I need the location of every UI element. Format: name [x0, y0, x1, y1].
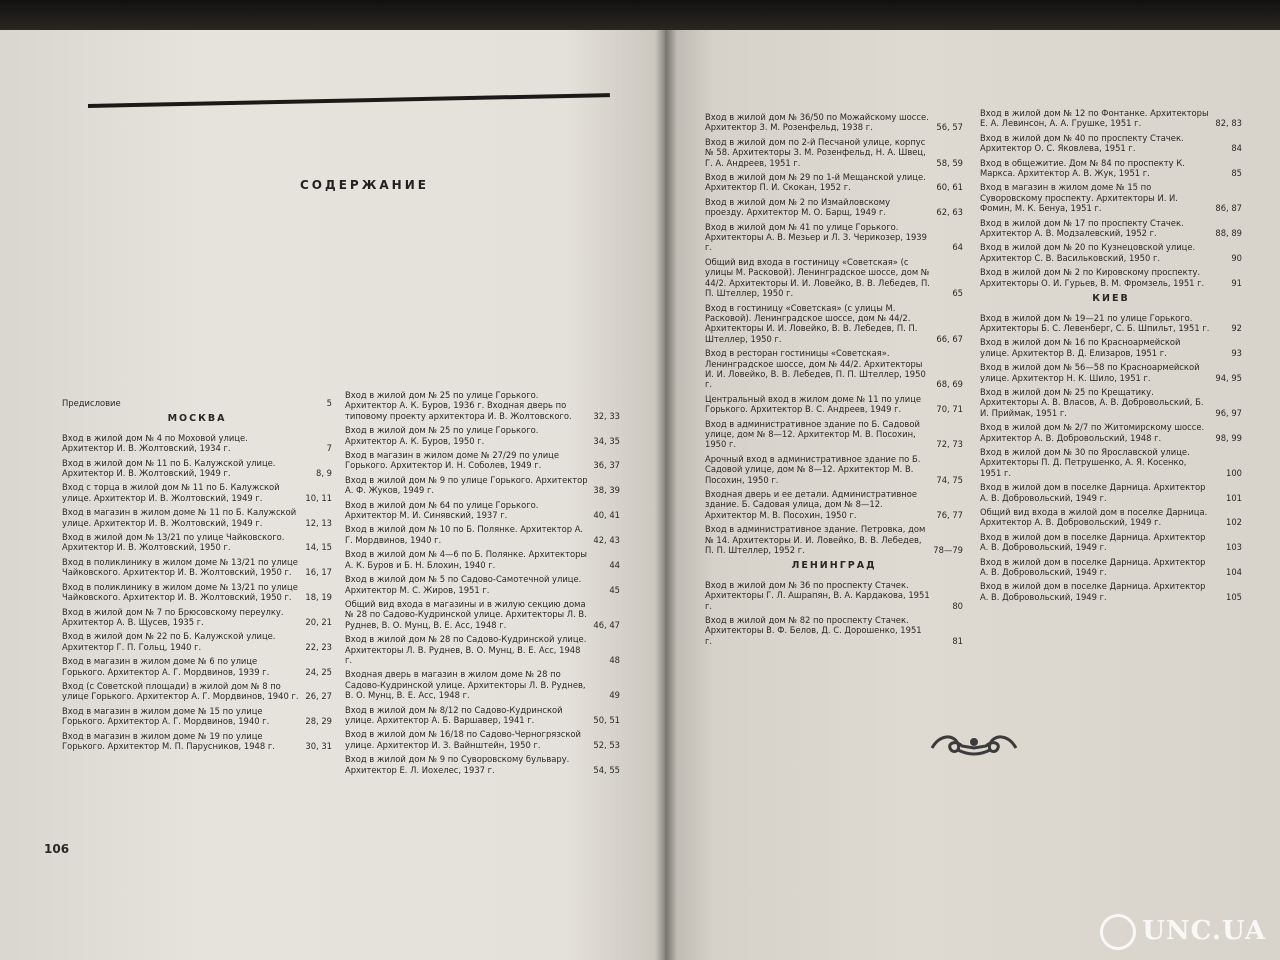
- entry-page: 14, 15: [305, 542, 332, 553]
- entry-page: 66, 67: [936, 333, 963, 344]
- entry-page: 5: [326, 398, 332, 408]
- toc-entry: [705, 197, 963, 218]
- toc-entry: [345, 634, 620, 665]
- entry-page: 105: [1226, 591, 1242, 602]
- entry-title: Вход в жилой дом № 29 по 1-й Мещанской улице. Архитектор П. И. Скокан, 1952 г.: [705, 172, 926, 193]
- entry-title: Вход в жилой дом № 9 по Суворовскому бульвару. Архитектор Е. Л. Иохелес, 1937 г.: [345, 754, 570, 775]
- page-number: 106: [44, 842, 70, 856]
- entry-page: 100: [1226, 467, 1242, 478]
- entry-page: 82, 83: [1215, 118, 1242, 129]
- toc-entry: [980, 108, 1242, 129]
- toc-column-4: [980, 108, 1242, 606]
- toc-entry: [980, 557, 1242, 578]
- entry-page: 12, 13: [305, 517, 332, 528]
- entry-title: Вход в жилой дом № 28 по Садово-Кудринской улице. Архитекторы Л. В. Руднев, В. О. Мунц, В. Е. Асс, 1948 г.: [345, 634, 587, 665]
- entry-title: Вход в жилой дом № 4—6 по Б. Полянке. Архитекторы А. К. Буров и Б. Н. Блохин, 1940 г.: [345, 549, 588, 570]
- entry-page: 45: [609, 584, 620, 595]
- toc-entry: [62, 681, 332, 702]
- toc-entry: [705, 615, 963, 646]
- entry-page: 49: [609, 690, 620, 701]
- toc-entry: [980, 218, 1242, 239]
- toc-entry: [705, 348, 963, 390]
- toc-list-col1: [62, 433, 332, 752]
- entry-page: 58, 59: [936, 157, 963, 168]
- entry-page: 7: [326, 443, 332, 454]
- entry-title: Вход в общежитие. Дом № 84 по проспекту К. Маркса. Архитектор А. В. Жук, 1951 г.: [980, 157, 1185, 179]
- entry-page: 60, 61: [936, 182, 963, 193]
- section-heading-moscow: МОСКВА: [167, 413, 227, 425]
- entry-page: 20, 21: [305, 616, 332, 627]
- entry-title: Вход в жилой дом № 16/18 по Садово-Черногрязской улице. Архитектор И. З. Вайнштейн, 1950 г.: [345, 729, 581, 750]
- entry-title: Вход в жилой дом № 36/50 по Можайскому шоссе. Архитектор З. М. Розенфельд, 1938 г.: [705, 112, 929, 133]
- entry-title: Вход в ресторан гостиницы «Советская». Ленинградское шоссе, дом № 44/2. Архитекторы И. И. Ловейко, В. В. Лебедев, П. П. Штеллер, 1950 г.: [705, 348, 926, 390]
- section-heading-kiev: КИЕВ: [1092, 293, 1130, 305]
- entry-page: 86, 87: [1215, 203, 1242, 214]
- toc-list-col4b: [980, 313, 1242, 603]
- toc-entry: [980, 133, 1242, 154]
- entry-title: Вход в жилой дом № 11 по Б. Калужской улице. Архитектор И. В. Жолтовский, 1949 г.: [62, 457, 276, 479]
- entry-page: 30, 31: [305, 740, 332, 751]
- entry-page: 68, 69: [936, 379, 963, 390]
- entry-page: 103: [1226, 542, 1242, 553]
- entry-page: 18, 19: [305, 592, 332, 603]
- entry-title: Вход в магазин в жилом доме № 6 по улице Горького. Архитектор А. Г. Мордвинов, 1939 г.: [62, 656, 270, 677]
- toc-entry: [705, 394, 963, 415]
- entry-title: Вход в жилой дом № 30 по Ярославской улице. Архитекторы П. Д. Петрушенко, А. Я. Косенко, 1951 г.: [980, 446, 1190, 478]
- entry-page: 91: [1231, 277, 1242, 288]
- entry-title: Вход в магазин в жилом доме № 27/29 по улице Горького. Архитектор И. Н. Соболев, 1949 г.: [345, 450, 560, 471]
- entry-page: 94, 95: [1215, 372, 1242, 383]
- entry-title: Вход в гостиницу «Советская» (с улицы М. Расковой). Ленинградское шоссе, дом № 44/2. Архитекторы И. И. Ловейко, В. В. Лебедев, П. П. Штеллер, 1950 г.: [705, 302, 918, 344]
- toc-entry: [705, 257, 963, 299]
- toc-entry: [345, 425, 620, 446]
- entry-page: 24, 25: [305, 666, 332, 677]
- toc-entry: [705, 172, 963, 193]
- entry-title: Вход в административное здание по Б. Садовой улице, дом № 8—12. Архитектор М. В. Посохин, 1950 г.: [705, 418, 920, 450]
- entry-page: 93: [1231, 347, 1242, 358]
- toc-entry: [62, 482, 332, 503]
- entry-page: 52, 53: [593, 739, 620, 750]
- entry-title: Вход в жилой дом в поселке Дарница. Архитектор А. В. Добровольский, 1949 г.: [980, 531, 1206, 553]
- toc-entry: [980, 242, 1242, 263]
- entry-title: Вход в жилой дом № 25 по улице Горького. Архитектор А. К. Буров, 1950 г.: [345, 425, 539, 446]
- entry-page: 104: [1226, 567, 1242, 578]
- toc-entry: [980, 447, 1242, 478]
- toc-list-col2: [345, 390, 620, 775]
- entry-page: 74, 75: [936, 474, 963, 485]
- entry-title: Общий вид входа в жилой дом в поселке Дарница. Архитектор А. В. Добровольский, 1949 г.: [980, 507, 1208, 528]
- entry-page: 28, 29: [305, 716, 332, 727]
- entry-page: 48: [609, 654, 620, 665]
- toc-entry: [705, 419, 963, 450]
- entry-title: Вход (с Советской площади) в жилой дом № 8 по улице Горького. Архитектор А. Г. Мордвинов, 1940 г.: [62, 680, 299, 702]
- toc-entry: [62, 582, 332, 603]
- entry-page: 76, 77: [936, 509, 963, 520]
- toc-entry: [980, 362, 1242, 383]
- entry-page: 98, 99: [1215, 432, 1242, 443]
- entry-page: 38, 39: [593, 485, 620, 496]
- toc-entry: [62, 458, 332, 479]
- toc-entry: [62, 507, 332, 528]
- entry-page: 90: [1231, 252, 1242, 263]
- entry-title: Вход в жилой дом № 17 по проспекту Стачек. Архитектор А. В. Модзалевский, 1952 г.: [980, 217, 1184, 239]
- entry-page: 85: [1231, 168, 1242, 179]
- entry-title: Вход в жилой дом № 22 по Б. Калужской улице. Архитектор Г. П. Гольц, 1940 г.: [62, 631, 276, 652]
- entry-title: Вход в жилой дом № 12 по Фонтанке. Архитекторы Е. А. Левинсон, А. А. Грушке, 1951 г.: [980, 108, 1209, 129]
- toc-column-1: [62, 398, 332, 755]
- toc-entry: [345, 574, 620, 595]
- toc-entry: [345, 669, 620, 700]
- toc-entry: [62, 656, 332, 677]
- entry-page: 96, 97: [1215, 407, 1242, 418]
- entry-title: Вход в жилой дом № 4 по Моховой улице. Архитектор И. В. Жолтовский, 1934 г.: [62, 432, 248, 454]
- entry-page: 8, 9: [316, 468, 332, 479]
- toc-entry: [980, 313, 1242, 334]
- entry-page: 81: [952, 635, 963, 646]
- entry-page: 64: [952, 242, 963, 253]
- toc-column-2: [345, 390, 620, 779]
- entry-page: 72, 73: [936, 439, 963, 450]
- entry-title: Вход в жилой дом № 8/12 по Садово-Кудринской улице. Архитектор А. Б. Варшавер, 1941 г.: [345, 704, 563, 725]
- watermark-text: UNC.UA: [1142, 916, 1266, 946]
- entry-title: Вход в жилой дом № 56—58 по Красноармейской улице. Архитектор Н. К. Шило, 1951 г.: [980, 362, 1200, 383]
- entry-title: Предисловие: [62, 398, 121, 408]
- entry-page: 26, 27: [305, 691, 332, 702]
- entry-page: 84: [1231, 143, 1242, 154]
- entry-title: Вход в магазин в жилом доме № 15 по Суворовскому проспекту. Архитекторы И. И. Фомин, М. К. Бенуа, 1951 г.: [980, 182, 1178, 214]
- book-gutter: [655, 0, 677, 960]
- entry-page: 54, 55: [593, 764, 620, 775]
- toc-entry: [62, 731, 332, 752]
- entry-title: Вход в жилой дом № 40 по проспекту Стачек. Архитектор О. С. Яковлева, 1951 г.: [980, 132, 1184, 154]
- toc-list-col3: [705, 112, 963, 555]
- toc-entry: [62, 532, 332, 553]
- entry-page: 50, 51: [593, 714, 620, 725]
- toc-entry: [705, 454, 963, 485]
- entry-title: Вход в жилой дом № 5 по Садово-Самотечной улице. Архитектор М. С. Жиров, 1951 г.: [345, 574, 582, 595]
- entry-title: Входная дверь в магазин в жилом доме № 28 по Садово-Кудринской улице. Архитекторы Л. В. Руднев, В. О. Мунц, В. Е. Асс, 1948 г.: [345, 669, 586, 701]
- entry-title: Вход в магазин в жилом доме № 19 по улице Горького. Архитектор М. П. Парусников, 1948 г.: [62, 730, 275, 751]
- entry-title: Общий вид входа в гостиницу «Советская» (с улицы М. Расковой). Ленинградское шоссе, дом № 44/2. Архитекторы И. И. Ловейко, В. В. Лебедев, П. П. Штеллер, 1950 г.: [705, 256, 930, 299]
- entry-page: 102: [1226, 517, 1242, 528]
- entry-page: 101: [1226, 492, 1242, 503]
- entry-title: Вход в магазин в жилом доме № 15 по улице Горького. Архитектор А. Г. Мордвинов, 1940 г.: [62, 705, 270, 727]
- entry-page: 42, 43: [593, 534, 620, 545]
- entry-title: Вход в жилой дом № 20 по Кузнецовской улице. Архитектор С. В. Васильковский, 1950 г.: [980, 242, 1196, 263]
- toc-entry: [62, 433, 332, 454]
- entry-page: 56, 57: [936, 122, 963, 133]
- toc-entry: [62, 557, 332, 578]
- entry-page: 78—79: [933, 545, 963, 556]
- toc-entry: [345, 524, 620, 545]
- toc-entry: [705, 303, 963, 345]
- toc-entry: [705, 222, 963, 253]
- toc-entry-preface: [62, 398, 332, 408]
- entry-page: 16, 17: [305, 567, 332, 578]
- toc-list-col3b: [705, 580, 963, 646]
- entry-page: 10, 11: [305, 492, 332, 503]
- entry-title: Вход в жилой дом № 16 по Красноармейской улице. Архитектор В. Д. Елизаров, 1951 г.: [980, 337, 1181, 358]
- toc-entry: [62, 706, 332, 727]
- page-title: СОДЕРЖАНИЕ: [300, 178, 429, 192]
- section-heading-leningrad: ЛЕНИНГРАД: [791, 560, 877, 572]
- toc-entry: [345, 475, 620, 496]
- toc-entry: [345, 599, 620, 630]
- toc-entry: [980, 507, 1242, 528]
- toc-entry: [705, 137, 963, 168]
- watermark-logo: [1100, 914, 1266, 950]
- toc-entry: [705, 580, 963, 611]
- toc-entry: [345, 450, 620, 471]
- entry-title: Вход в жилой дом № 41 по улице Горького. Архитекторы А. В. Мезьер и Л. З. Черикозер, 1939 г.: [705, 221, 927, 253]
- entry-title: Вход в жилой дом № 25 по Крещатику. Архитекторы А. В. Власов, А. В. Добровольский, Б. И. Приймак, 1951 г.: [980, 386, 1204, 418]
- toc-entry: [980, 387, 1242, 418]
- entry-title: Центральный вход в жилом доме № 11 по улице Горького. Архитектор В. С. Андреев, 1949 г.: [705, 393, 922, 415]
- entry-page: 65: [952, 288, 963, 299]
- entry-title: Вход в жилой дом № 19—21 по улице Горького. Архитекторы Б. С. Левенберг, С. Б. Шпильт, 1951 г.: [980, 312, 1210, 333]
- coin-icon: [1100, 914, 1136, 950]
- toc-entry: [705, 112, 963, 133]
- toc-entry: [705, 489, 963, 520]
- toc-entry: [62, 631, 332, 652]
- toc-entry: [345, 754, 620, 775]
- entry-title: Вход в жилой дом в поселке Дарница. Архитектор А. В. Добровольский, 1949 г.: [980, 556, 1206, 578]
- entry-page: 22, 23: [305, 641, 332, 652]
- entry-title: Вход в административное здание. Петровка, дом № 14. Архитекторы И. И. Ловейко, В. В. Лебедев, П. П. Штеллер, 1952 г.: [705, 524, 926, 556]
- entry-title: Арочный вход в административное здание по Б. Садовой улице, дом № 8—12. Архитектор М. В. Посохин, 1950 г.: [705, 453, 921, 485]
- entry-page: 32, 33: [593, 410, 620, 421]
- toc-entry: [62, 607, 332, 628]
- toc-entry: [980, 337, 1242, 358]
- decorative-ornament-icon: [928, 728, 1020, 760]
- entry-page: 70, 71: [936, 404, 963, 415]
- entry-title: Общий вид входа в магазины и в жилую секцию дома № 28 по Садово-Кудринской улице. Архитекторы Л. В. Руднев, В. О. Мунц, В. Е. Асс, 1948 г.: [345, 598, 587, 630]
- toc-entry: [705, 524, 963, 555]
- entry-title: Вход в жилой дом № 10 по Б. Полянке. Архитектор А. Г. Мордвинов, 1940 г.: [345, 524, 584, 545]
- entry-title: Вход в жилой дом № 82 по проспекту Стачек. Архитекторы В. Ф. Белов, Д. С. Дорошенко, 1951 г.: [705, 615, 922, 646]
- toc-entry: [980, 532, 1242, 553]
- entry-page: 62, 63: [936, 207, 963, 218]
- background-edge: [0, 0, 1280, 30]
- entry-title: Вход в жилой дом № 2 по Измайловскому проезду. Архитектор М. О. Барщ, 1949 г.: [705, 196, 891, 218]
- entry-title: Вход в жилой дом № 36 по проспекту Стачек. Архитекторы Г. Л. Ашрапян, В. А. Кардакова, 1951 г.: [705, 579, 930, 611]
- entry-title: Вход в поликлинику в жилом доме № 13/21 по улице Чайковского. Архитектор И. В. Жолтовский, 1950 г.: [62, 556, 298, 578]
- entry-title: Вход в жилой дом в поселке Дарница. Архитектор А. В. Добровольский, 1949 г.: [980, 482, 1206, 503]
- entry-page: 46, 47: [593, 619, 620, 630]
- entry-title: Вход с торца в жилой дом № 11 по Б. Калужской улице. Архитектор И. В. Жолтовский, 1949 г.: [62, 482, 280, 503]
- entry-page: 44: [609, 559, 620, 570]
- entry-page: 80: [952, 600, 963, 611]
- entry-page: 36, 37: [593, 460, 620, 471]
- toc-entry: [980, 267, 1242, 288]
- entry-title: Вход в жилой дом № 13/21 по улице Чайковского. Архитектор И. В. Жолтовский, 1950 г.: [62, 532, 285, 553]
- toc-column-3: [705, 112, 963, 650]
- entry-page: 40, 41: [593, 510, 620, 521]
- toc-entry: [980, 482, 1242, 503]
- entry-title: Вход в жилой дом в поселке Дарница. Архитектор А. В. Добровольский, 1949 г.: [980, 581, 1206, 602]
- toc-entry: [980, 422, 1242, 443]
- entry-title: Вход в жилой дом № 2 по Кировскому проспекту. Архитекторы О. И. Гурьев, В. М. Фромзель, 1951 г.: [980, 267, 1205, 288]
- toc-entry: [345, 705, 620, 726]
- toc-entry: [345, 390, 620, 421]
- toc-entry: [345, 500, 620, 521]
- entry-title: Вход в поликлинику в жилом доме № 13/21 по улице Чайковского. Архитектор И. В. Жолтовский, 1950 г.: [62, 581, 298, 603]
- entry-title: Вход в жилой дом № 2/7 по Житомирскому шоссе. Архитектор А. В. Добровольский, 1948 г.: [980, 422, 1205, 443]
- entry-page: 34, 35: [593, 435, 620, 446]
- entry-page: 92: [1231, 322, 1242, 333]
- entry-title: Вход в жилой дом № 7 по Брюсовскому переулку. Архитектор А. В. Щусев, 1935 г.: [62, 606, 284, 627]
- toc-entry: [980, 182, 1242, 213]
- toc-list-col4: [980, 108, 1242, 288]
- entry-page: 88, 89: [1215, 228, 1242, 239]
- entry-title: Вход в магазин в жилом доме № 11 по Б. Калужской улице. Архитектор И. В. Жолтовский, 1949 г.: [62, 507, 297, 528]
- entry-title: Вход в жилой дом № 25 по улице Горького. Архитектор А. К. Буров, 1936 г. Входная дверь по типовому проекту архитектора И. В. Жолтовского.: [345, 390, 572, 421]
- entry-title: Вход в жилой дом № 64 по улице Горького. Архитектор М. И. Синявский, 1937 г.: [345, 499, 539, 521]
- entry-title: Вход в жилой дом по 2-й Песчаной улице, корпус № 58. Архитекторы З. М. Розенфельд, Н. А. Швец, Г. А. Андреев, 1951 г.: [705, 136, 926, 168]
- toc-entry: [345, 729, 620, 750]
- toc-entry: [345, 549, 620, 570]
- entry-title: Входная дверь и ее детали. Административное здание. Б. Садовая улица, дом № 8—12. Архитектор М. В. Посохин, 1950 г.: [705, 489, 918, 520]
- toc-entry: [980, 158, 1242, 179]
- entry-title: Вход в жилой дом № 9 по улице Горького. Архитектор А. Ф. Жуков, 1949 г.: [345, 474, 588, 496]
- toc-entry: [980, 581, 1242, 602]
